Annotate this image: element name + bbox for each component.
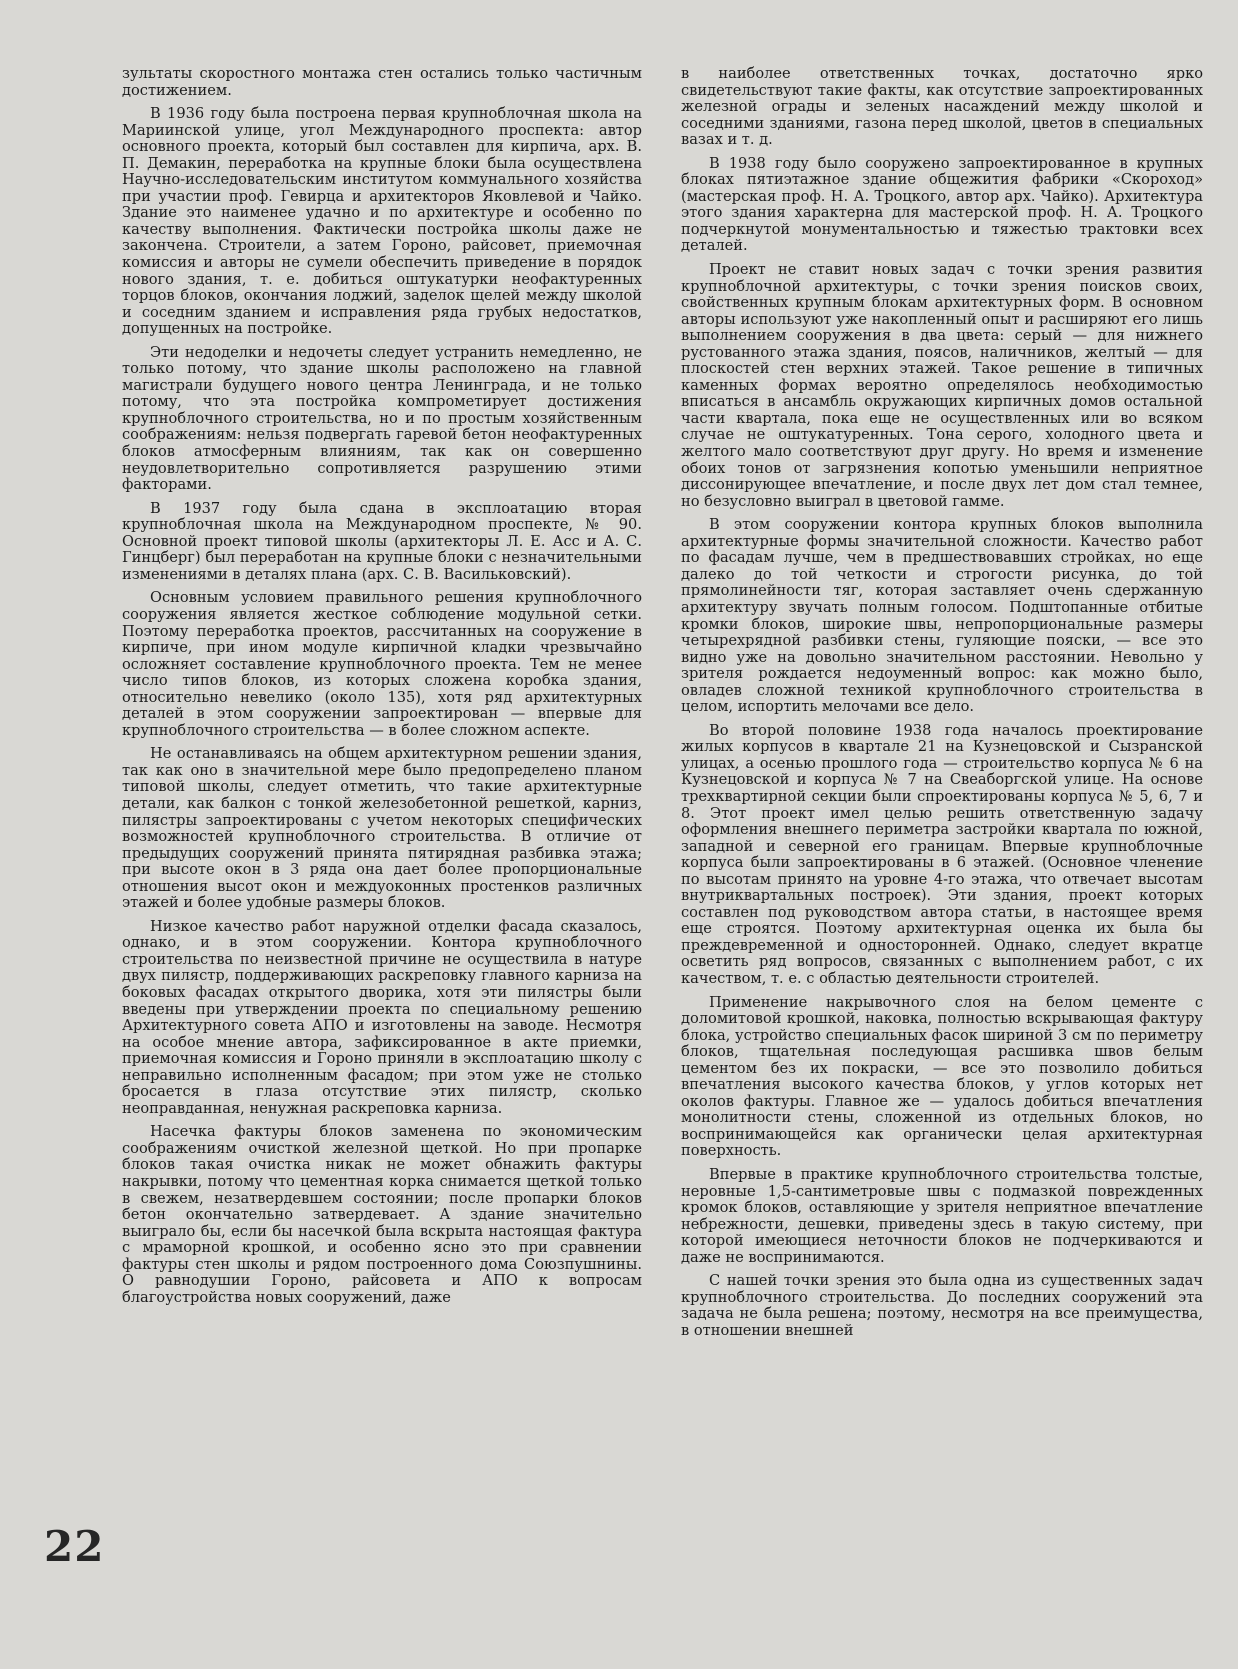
paragraph: Низкое качество работ наружной отделки фасада сказалось, однако, и в этом сооружении. Контора крупноблочного строительства по неизвестной причине не осуществила в натуре двух пилястр, поддерживающих раскреповку главного карниза на боковых фасадах открытого дворика, хотя эти пилястры были введены при утверждении проекта по специальному решению Архитектурного совета АПО и изготовлены на заводе. Несмотря на особое мнение автора, зафиксированное в акте приемки, приемочная комиссия и Гороно приняли в эксплоатацию школу с неправильно исполненным фасадом; при этом уже не столько бросается в глаза отсутствие этих пилястр, сколько неоправданная, ненужная раскреповка карниза. xyxy=(122,917,642,1117)
paragraph: в наиболее ответственных точках, достаточно ярко свидетельствуют такие факты, как отсутствие запроектированных железной ограды и зеленых насаждений между школой и соседними зданиями, газона перед школой, цветов в специальных вазах и т. д. xyxy=(681,65,1203,149)
page-number: 22 xyxy=(44,1522,105,1571)
right-column xyxy=(681,66,1203,1346)
paragraph: Основным условием правильного решения крупноблочного сооружения является жесткое соблюдение модульной сетки. Поэтому переработка проектов, рассчитанных на сооружение в кирпиче, при ином модуле кирпичной кладки чрезвычайно осложняет составление крупноблочного проекта. Тем не менее число типов блоков, из которых сложена коробка здания, относительно невелико (около 135), хотя ряд архитектурных деталей в этом сооружении запроектирован — впервые для крупноблочного строительства — в более сложном аспекте. xyxy=(122,589,642,739)
paragraph: Не останавливаясь на общем архитектурном решении здания, так как оно в значительной мере было предопределено планом типовой школы, следует отметить, что такие архитектурные детали, как балкон с тонкой железобетонной решеткой, карниз, пилястры запроектированы с учетом некоторых специфических возможностей крупноблочного строительства. В отличие от предыдущих сооружений принята пятирядная разбивка этажа; при высоте окон в 3 ряда она дает более пропорциональные отношения высот окон и междуоконных простенков различных этажей и более удобные размеры блоков. xyxy=(122,745,642,912)
paragraph: В 1937 году была сдана в эксплоатацию вторая крупноблочная школа на Международном проспекте, № 90. Основной проект типовой школы (архитекторы Л. Е. Асс и А. С. Гинцберг) был переработан на крупные блоки с незначительными изменениями в деталях плана (арх. С. В. Васильковский). xyxy=(122,499,642,583)
paragraph: Во второй половине 1938 года началось проектирование жилых корпусов в квартале 21 на Кузнецовской и Сызранской улицах, а осенью прошлого года — строительство корпуса № 6 на Кузнецовской и корпуса № 7 на Свеаборгской улице. На основе трехквартирной секции были спроектированы корпуса № 5, 6, 7 и 8. Этот проект имел целью решить ответственную задачу оформления внешнего периметра застройки квартала по южной, западной и северной его границам. Впервые крупноблочные корпуса были запроектированы в 6 этажей. (Основное членение по высотам принято на уровне 4-го этажа, что отвечает высотам внутриквартальных построек). Эти здания, проект которых составлен под руководством автора статьи, в настоящее время еще строятся. Поэтому архитектурная оценка их была бы преждевременной и односторонней. Однако, следует вкратце осветить ряд вопросов, связанных с выполнением работ, с их качеством, т. е. с областью деятельности строителей. xyxy=(681,721,1203,987)
left-column xyxy=(122,66,642,1313)
paragraph: Проект не ставит новых задач с точки зрения развития крупноблочной архитектуры, с точки зрения поисков своих, свойственных крупным блокам архитектурных форм. В основном авторы используют уже накопленный опыт и расширяют его лишь выполнением сооружения в два цвета: серый — для нижнего рустованного этажа здания, поясов, наличников, желтый — для плоскостей стен верхних этажей. Такое решение в типичных каменных формах вероятно определялось необходимостью вписаться в ансамбль окружающих кирпичных домов остальной части квартала, пока еще не осуществленных или во всяком случае не оштукатуренных. Тона серого, холодного цвета и желтого мало соответствуют друг другу. Но время и изменение обоих тонов от загрязнения копотью уменьшили неприятное диссонирующее впечатление, и после двух лет дом стал темнее, но безусловно выиграл в цветовой гамме. xyxy=(681,261,1203,510)
paragraph: В 1936 году была построена первая крупноблочная школа на Мариинской улице, угол Международного проспекта: автор основного проекта, который был составлен для кирпича, арх. В. П. Демакин, переработка на крупные блоки была осуществлена Научно-исследовательским институтом коммунального хозяйства при участии проф. Гевирца и архитекторов Яковлевой и Чайко. Здание это наименее удачно и по архитектуре и особенно по качеству выполнения. Фактически постройка школы даже не закончена. Строители, а затем Гороно, райсовет, приемочная комиссия и авторы не сумели обеспечить приведение в порядок нового здания, т. е. добиться оштукатурки неофактуренных торцов блоков, окончания лоджий, заделок щелей между школой и соседним зданием и исправления ряда грубых недостатков, допущенных на постройке. xyxy=(122,105,642,338)
paragraph: Эти недоделки и недочеты следует устранить немедленно, не только потому, что здание школы расположено на главной магистрали будущего нового центра Ленинграда, и не только потому, что эта постройка компрометирует достижения крупноблочного строительства, но и по простым хозяйственным соображениям: нельзя подвергать гаревой бетон неофактуренных блоков атмосферным влияниям, так как он совершенно неудовлетворительно сопротивляется разрушению этими факторами. xyxy=(122,343,642,494)
paragraph: Впервые в практике крупноблочного строительства толстые, неровные 1,5-сантиметровые швы с подмазкой поврежденных кромок блоков, оставляющие у зрителя неприятное впечатление небрежности, дешевки, приведены здесь в такую систему, при которой имеющиеся неточности блоков не подчеркиваются и даже не воспринимаются. xyxy=(681,1166,1203,1266)
paragraph: Применение накрывочного слоя на белом цементе с доломитовой крошкой, наковка, полностью вскрывающая фактуру блока, устройство специальных фасок шириной 3 см по периметру блоков, тщательная последующая расшивка швов белым цементом без их покраски, — все это позволило добиться впечатления высокого качества блоков, у углов которых нет околов фактуры. Главное же — удалось добиться впечатления монолитности стены, сложенной из отдельных блоков, но воспринимающейся как органически целая архитектурная поверхность. xyxy=(681,993,1203,1160)
paragraph: В 1938 году было сооружено запроектированное в крупных блоках пятиэтажное здание общежития фабрики «Скороход» (мастерская проф. Н. А. Троцкого, автор арх. Чайко). Архитектура этого здания характерна для мастерской проф. Н. А. Троцкого подчеркнутой монументальностью и тяжестью трактовки всех деталей. xyxy=(681,154,1203,255)
paragraph: Насечка фактуры блоков заменена по экономическим соображениям очисткой железной щеткой. Но при пропарке блоков такая очистка никак не может обнажить фактуры накрывки, потому что цементная корка снимается щеткой только в свежем, незатвердевшем состоянии; после пропарки блоков бетон окончательно затвердевает. А здание значительно выиграло бы, если бы насечкой была вскрыта настоящая фактура с мраморной крошкой, и особенно ясно это при сравнении фактуры стен школы и рядом построенного дома Союзпушнины. О равнодушии Гороно, райсовета и АПО к вопросам благоустройства новых сооружений, даже xyxy=(122,1123,642,1306)
paragraph: С нашей точки зрения это была одна из существенных задач крупноблочного строительства. До последних сооружений эта задача не была решена; поэтому, несмотря на все преимущества, в отношении внешней xyxy=(681,1272,1203,1339)
paragraph: зультаты скоростного монтажа стен остались только частичным достижением. xyxy=(122,65,642,99)
paragraph: В этом сооружении контора крупных блоков выполнила архитектурные формы значительной сложности. Качество работ по фасадам лучше, чем в предшествовавших стройках, но еще далеко до той четкости и строгости рисунка, до той прямолинейности тяг, которая заставляет очень сдержанную архитектуру звучать полным голосом. Подштопанные отбитые кромки блоков, широкие швы, непропорциональные размеры четырехрядной разбивки стены, гуляющие пояски, — все это видно уже на довольно значительном расстоянии. Невольно у зрителя рождается недоуменный вопрос: как можно было, овладев сложной техникой крупноблочного строительства в целом, испортить мелочами все дело. xyxy=(681,516,1203,716)
